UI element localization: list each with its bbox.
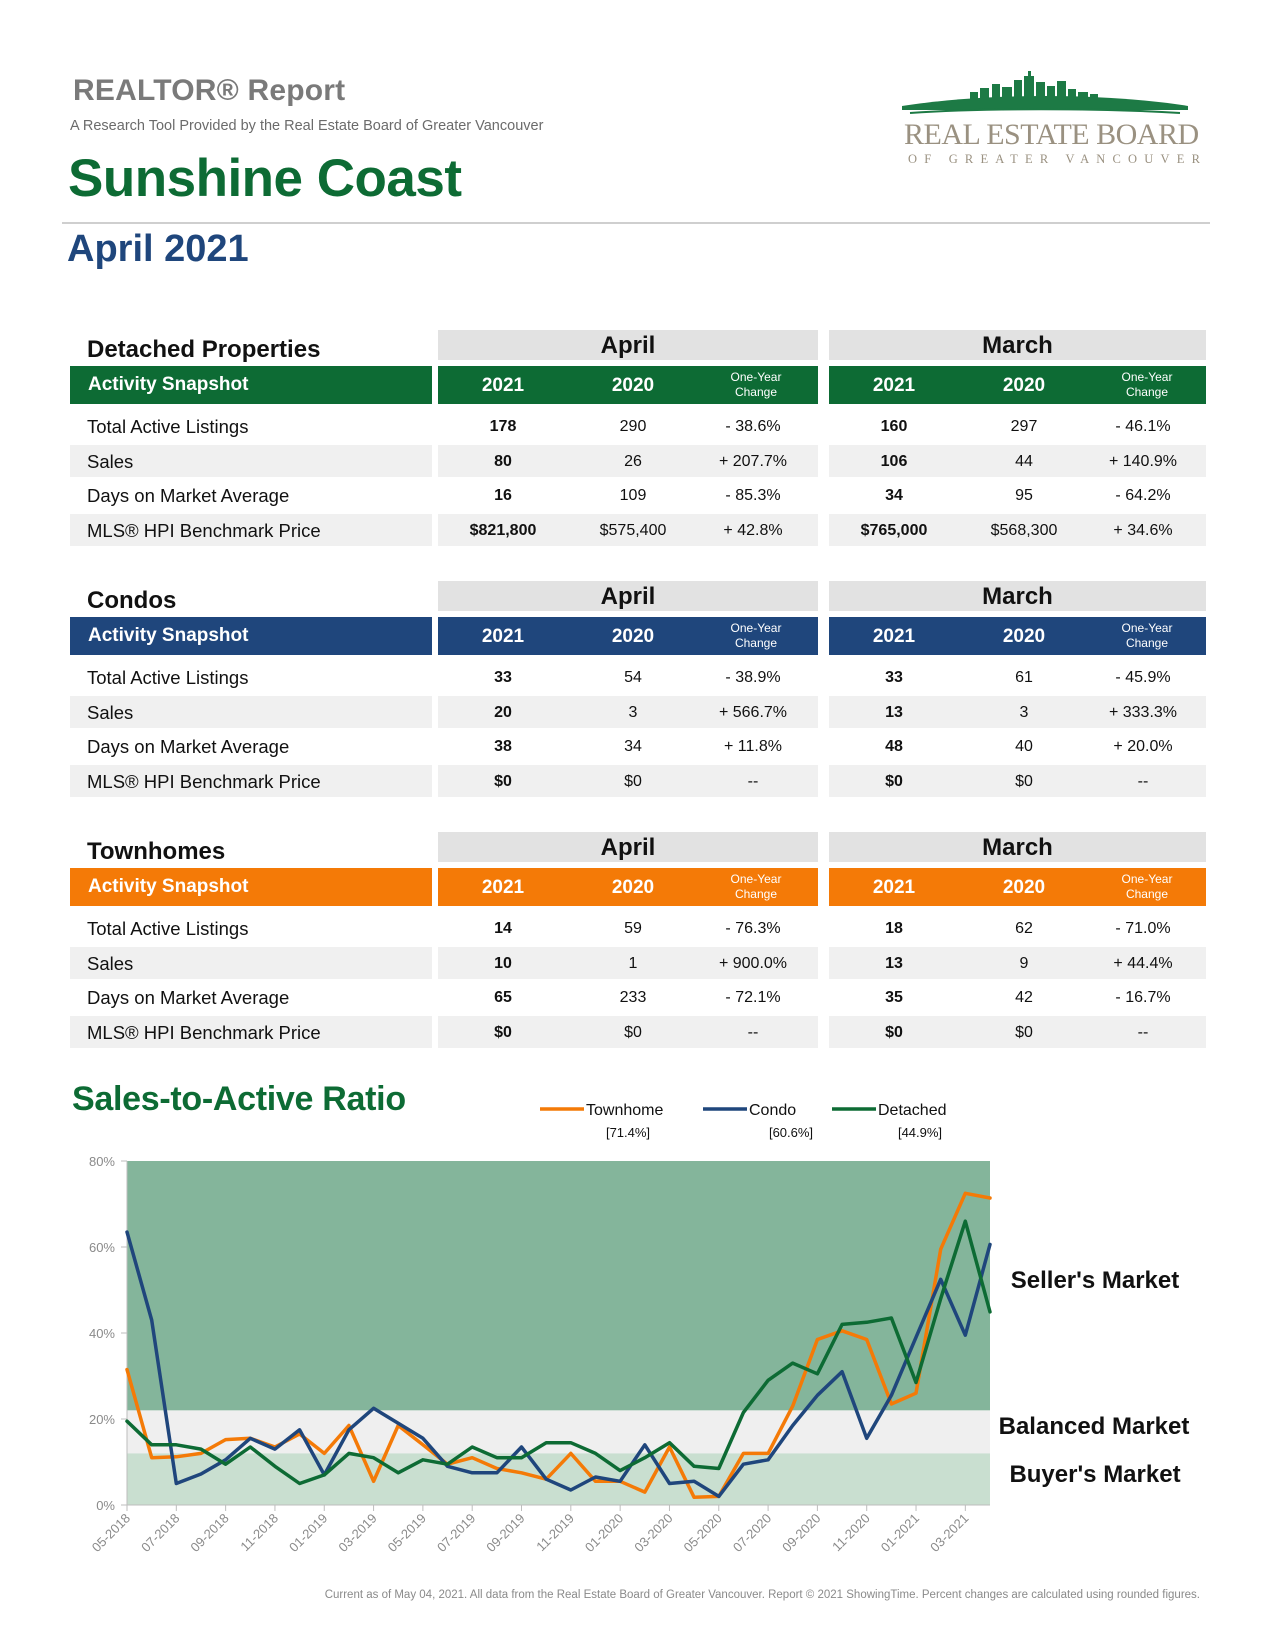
april-2020-value: 109: [619, 487, 647, 504]
legend-label-condo: Condo: [749, 1102, 797, 1119]
x-tick-label: 07-2020: [729, 1510, 775, 1555]
year-2020-header: 2020: [611, 375, 655, 396]
group-header-april: April: [438, 832, 818, 862]
march-2021-value: $0: [885, 772, 903, 790]
march-change-value: - 64.2%: [1115, 487, 1171, 504]
change-header-line-1: One-Year: [1121, 872, 1173, 886]
march-2020-value: 9: [1019, 954, 1029, 972]
zone-band: [127, 1453, 990, 1505]
x-tick-label: 03-2019: [335, 1510, 380, 1555]
year-2021-header: 2021: [872, 375, 916, 396]
april-2020-value: 233: [619, 989, 647, 1006]
march-2021-value: 160: [880, 418, 908, 435]
y-tick-label: 0%: [96, 1498, 115, 1513]
march-2020-value: 40: [1015, 738, 1033, 755]
row-label: Total Active Listings: [87, 918, 249, 939]
change-header-line-2: Change: [1125, 636, 1169, 650]
change-header-line-2: Change: [1125, 385, 1169, 399]
x-tick-label: 03-2020: [631, 1510, 676, 1555]
activity-snapshot-label: Activity Snapshot: [88, 625, 249, 646]
march-2020-value: 62: [1015, 920, 1033, 937]
year-2021-header: 2021: [481, 375, 525, 396]
row-label: Sales: [87, 701, 134, 723]
legend-latest-value: [60.6%]: [768, 1125, 814, 1140]
april-2021-value: 16: [494, 487, 512, 504]
april-change-value: + 900.0%: [718, 954, 788, 972]
market-zone-label: Seller's Market: [1010, 1267, 1180, 1294]
change-header-line-1: One-Year: [730, 370, 782, 384]
legend-latest-value: [44.9%]: [897, 1125, 943, 1140]
y-tick-label: 40%: [88, 1326, 115, 1341]
april-2020-value: 26: [624, 452, 642, 470]
april-2021-value: $821,800: [469, 521, 537, 539]
change-header-line-2: Change: [734, 385, 778, 399]
march-2020-value: $0: [1015, 772, 1033, 790]
row-label: MLS® HPI Benchmark Price: [87, 519, 321, 541]
march-change-value: + 333.3%: [1108, 703, 1178, 721]
y-tick-label: 80%: [88, 1154, 115, 1169]
chart-title: Sales-to-Active Ratio: [72, 1080, 406, 1118]
april-2020-value: 54: [624, 669, 642, 686]
change-header-line-1: One-Year: [1121, 621, 1173, 635]
x-tick-label: 11-2018: [237, 1510, 282, 1555]
year-2020-header: 2020: [1002, 375, 1046, 396]
change-header-line-2: Change: [1125, 887, 1169, 901]
april-change-value: --: [747, 1023, 759, 1041]
march-change-value: - 71.0%: [1115, 920, 1171, 937]
april-change-value: - 85.3%: [725, 487, 781, 504]
activity-snapshot-label: Activity Snapshot: [88, 876, 249, 897]
april-2020-value: $0: [624, 772, 642, 790]
april-change-value: + 207.7%: [718, 452, 788, 470]
section-title: Townhomes: [87, 838, 226, 865]
year-2021-header: 2021: [872, 626, 916, 647]
april-2020-value: $575,400: [599, 521, 667, 539]
march-2021-value: 35: [885, 989, 903, 1006]
row-label: Total Active Listings: [87, 667, 249, 688]
march-2021-value: 34: [885, 487, 903, 504]
april-2021-value: 14: [494, 920, 512, 937]
y-tick-label: 20%: [88, 1412, 115, 1427]
march-change-value: + 140.9%: [1108, 452, 1178, 470]
march-change-value: --: [1137, 772, 1149, 790]
march-change-value: - 16.7%: [1115, 989, 1171, 1006]
april-2021-value: 33: [494, 669, 512, 686]
y-tick-label: 60%: [88, 1240, 115, 1255]
march-2021-value: 106: [880, 452, 908, 470]
march-2020-value: 3: [1019, 703, 1029, 721]
march-2021-value: 48: [885, 738, 903, 755]
year-2020-header: 2020: [611, 626, 655, 647]
march-2021-value: 33: [885, 669, 903, 686]
group-header-april: April: [438, 330, 818, 360]
group-header-march: March: [829, 581, 1206, 611]
row-label: MLS® HPI Benchmark Price: [87, 770, 321, 792]
april-2021-value: 38: [494, 738, 512, 755]
x-tick-label: 05-2018: [88, 1510, 134, 1555]
x-tick-label: 05-2019: [384, 1510, 430, 1555]
x-tick-label: 01-2021: [877, 1510, 923, 1555]
april-2021-value: 20: [494, 703, 512, 721]
year-2021-header: 2021: [481, 877, 525, 898]
march-change-value: - 46.1%: [1115, 418, 1171, 435]
row-label: Days on Market Average: [87, 987, 290, 1008]
april-change-value: + 42.8%: [723, 521, 783, 539]
x-tick-label: 09-2018: [187, 1510, 232, 1555]
april-2021-value: 80: [494, 452, 512, 470]
x-tick-label: 09-2019: [483, 1510, 528, 1555]
march-2021-value: $0: [885, 1023, 903, 1041]
april-change-value: - 72.1%: [725, 989, 781, 1006]
change-header-line-1: One-Year: [1121, 370, 1173, 384]
march-2020-value: 44: [1015, 452, 1033, 470]
march-change-value: --: [1137, 1023, 1149, 1041]
legend-latest-value: [71.4%]: [605, 1125, 651, 1140]
year-2020-header: 2020: [611, 877, 655, 898]
x-tick-label: 03-2021: [927, 1510, 972, 1555]
zone-band: [127, 1161, 990, 1410]
row-label: MLS® HPI Benchmark Price: [87, 1021, 321, 1043]
footer-note: Current as of May 04, 2021. All data from the Real Estate Board of Greater Vancouver. Report © 2021 ShowingTime. Percent changes are calculated using rounded figures.: [324, 1589, 1200, 1601]
april-2020-value: 3: [628, 703, 638, 721]
x-tick-label: 05-2020: [680, 1510, 725, 1555]
report-month: April 2021: [67, 228, 249, 270]
x-tick-label: 07-2018: [138, 1510, 183, 1555]
x-tick-label: 11-2019: [533, 1510, 577, 1555]
market-zone-label: Balanced Market: [998, 1413, 1190, 1440]
april-2020-value: 1: [628, 954, 638, 972]
logo-name: REAL ESTATE BOARD: [904, 118, 1199, 151]
april-change-value: - 38.6%: [725, 418, 781, 435]
legend-label-townhome: Townhome: [586, 1102, 664, 1119]
x-tick-label: 11-2020: [829, 1510, 873, 1555]
region-title: Sunshine Coast: [68, 149, 462, 208]
march-change-value: + 34.6%: [1113, 521, 1173, 539]
march-2020-value: $0: [1015, 1023, 1033, 1041]
april-change-value: + 11.8%: [724, 738, 782, 755]
march-2020-value: 61: [1015, 669, 1033, 686]
change-header-line-2: Change: [734, 636, 778, 650]
april-2021-value: $0: [494, 1023, 512, 1041]
year-2020-header: 2020: [1002, 626, 1046, 647]
legend-label-detached: Detached: [878, 1102, 947, 1119]
year-2020-header: 2020: [1002, 877, 1046, 898]
x-tick-label: 01-2019: [286, 1510, 331, 1555]
row-label: Days on Market Average: [87, 485, 290, 506]
april-change-value: --: [747, 772, 759, 790]
march-2021-value: $765,000: [860, 521, 928, 539]
april-change-value: - 76.3%: [725, 920, 781, 937]
activity-snapshot-label: Activity Snapshot: [88, 374, 249, 395]
march-2020-value: 42: [1015, 989, 1033, 1006]
april-2020-value: 59: [624, 920, 642, 937]
april-2021-value: 10: [494, 954, 512, 972]
march-2021-value: 13: [885, 703, 903, 721]
march-change-value: - 45.9%: [1115, 669, 1171, 686]
market-zone-label: Buyer's Market: [1009, 1461, 1181, 1488]
section-title: Detached Properties: [87, 336, 321, 363]
x-tick-label: 01-2020: [581, 1510, 627, 1555]
april-2020-value: 34: [624, 738, 642, 755]
x-tick-label: 07-2019: [433, 1510, 479, 1555]
group-header-march: March: [829, 330, 1206, 360]
row-label: Sales: [87, 450, 134, 472]
x-tick-label: 09-2020: [779, 1510, 824, 1555]
row-label: Sales: [87, 952, 134, 974]
april-2021-value: 65: [494, 989, 512, 1006]
logo-subtitle: OF GREATER VANCOUVER: [908, 152, 1208, 166]
april-2021-value: $0: [494, 772, 512, 790]
march-2020-value: 297: [1010, 418, 1038, 435]
april-2020-value: 290: [619, 418, 647, 435]
group-header-april: April: [438, 581, 818, 611]
report-label: REALTOR® Report: [73, 74, 346, 107]
april-2020-value: $0: [624, 1023, 642, 1041]
march-2020-value: 95: [1015, 487, 1033, 504]
report-subtitle: A Research Tool Provided by the Real Estate Board of Greater Vancouver: [70, 118, 544, 134]
march-change-value: + 20.0%: [1113, 738, 1173, 755]
row-label: Days on Market Average: [87, 736, 290, 757]
march-2021-value: 18: [885, 920, 903, 937]
april-change-value: + 566.7%: [718, 703, 788, 721]
march-2021-value: 13: [885, 954, 903, 972]
april-2021-value: 178: [489, 418, 517, 435]
group-header-march: March: [829, 832, 1206, 862]
row-label: Total Active Listings: [87, 416, 249, 437]
year-2021-header: 2021: [872, 877, 916, 898]
march-2020-value: $568,300: [990, 521, 1058, 539]
change-header-line-1: One-Year: [730, 872, 782, 886]
march-change-value: + 44.4%: [1113, 954, 1173, 972]
year-2021-header: 2021: [481, 626, 525, 647]
section-title: Condos: [87, 587, 177, 614]
change-header-line-2: Change: [734, 887, 778, 901]
change-header-line-1: One-Year: [730, 621, 782, 635]
april-change-value: - 38.9%: [725, 669, 781, 686]
